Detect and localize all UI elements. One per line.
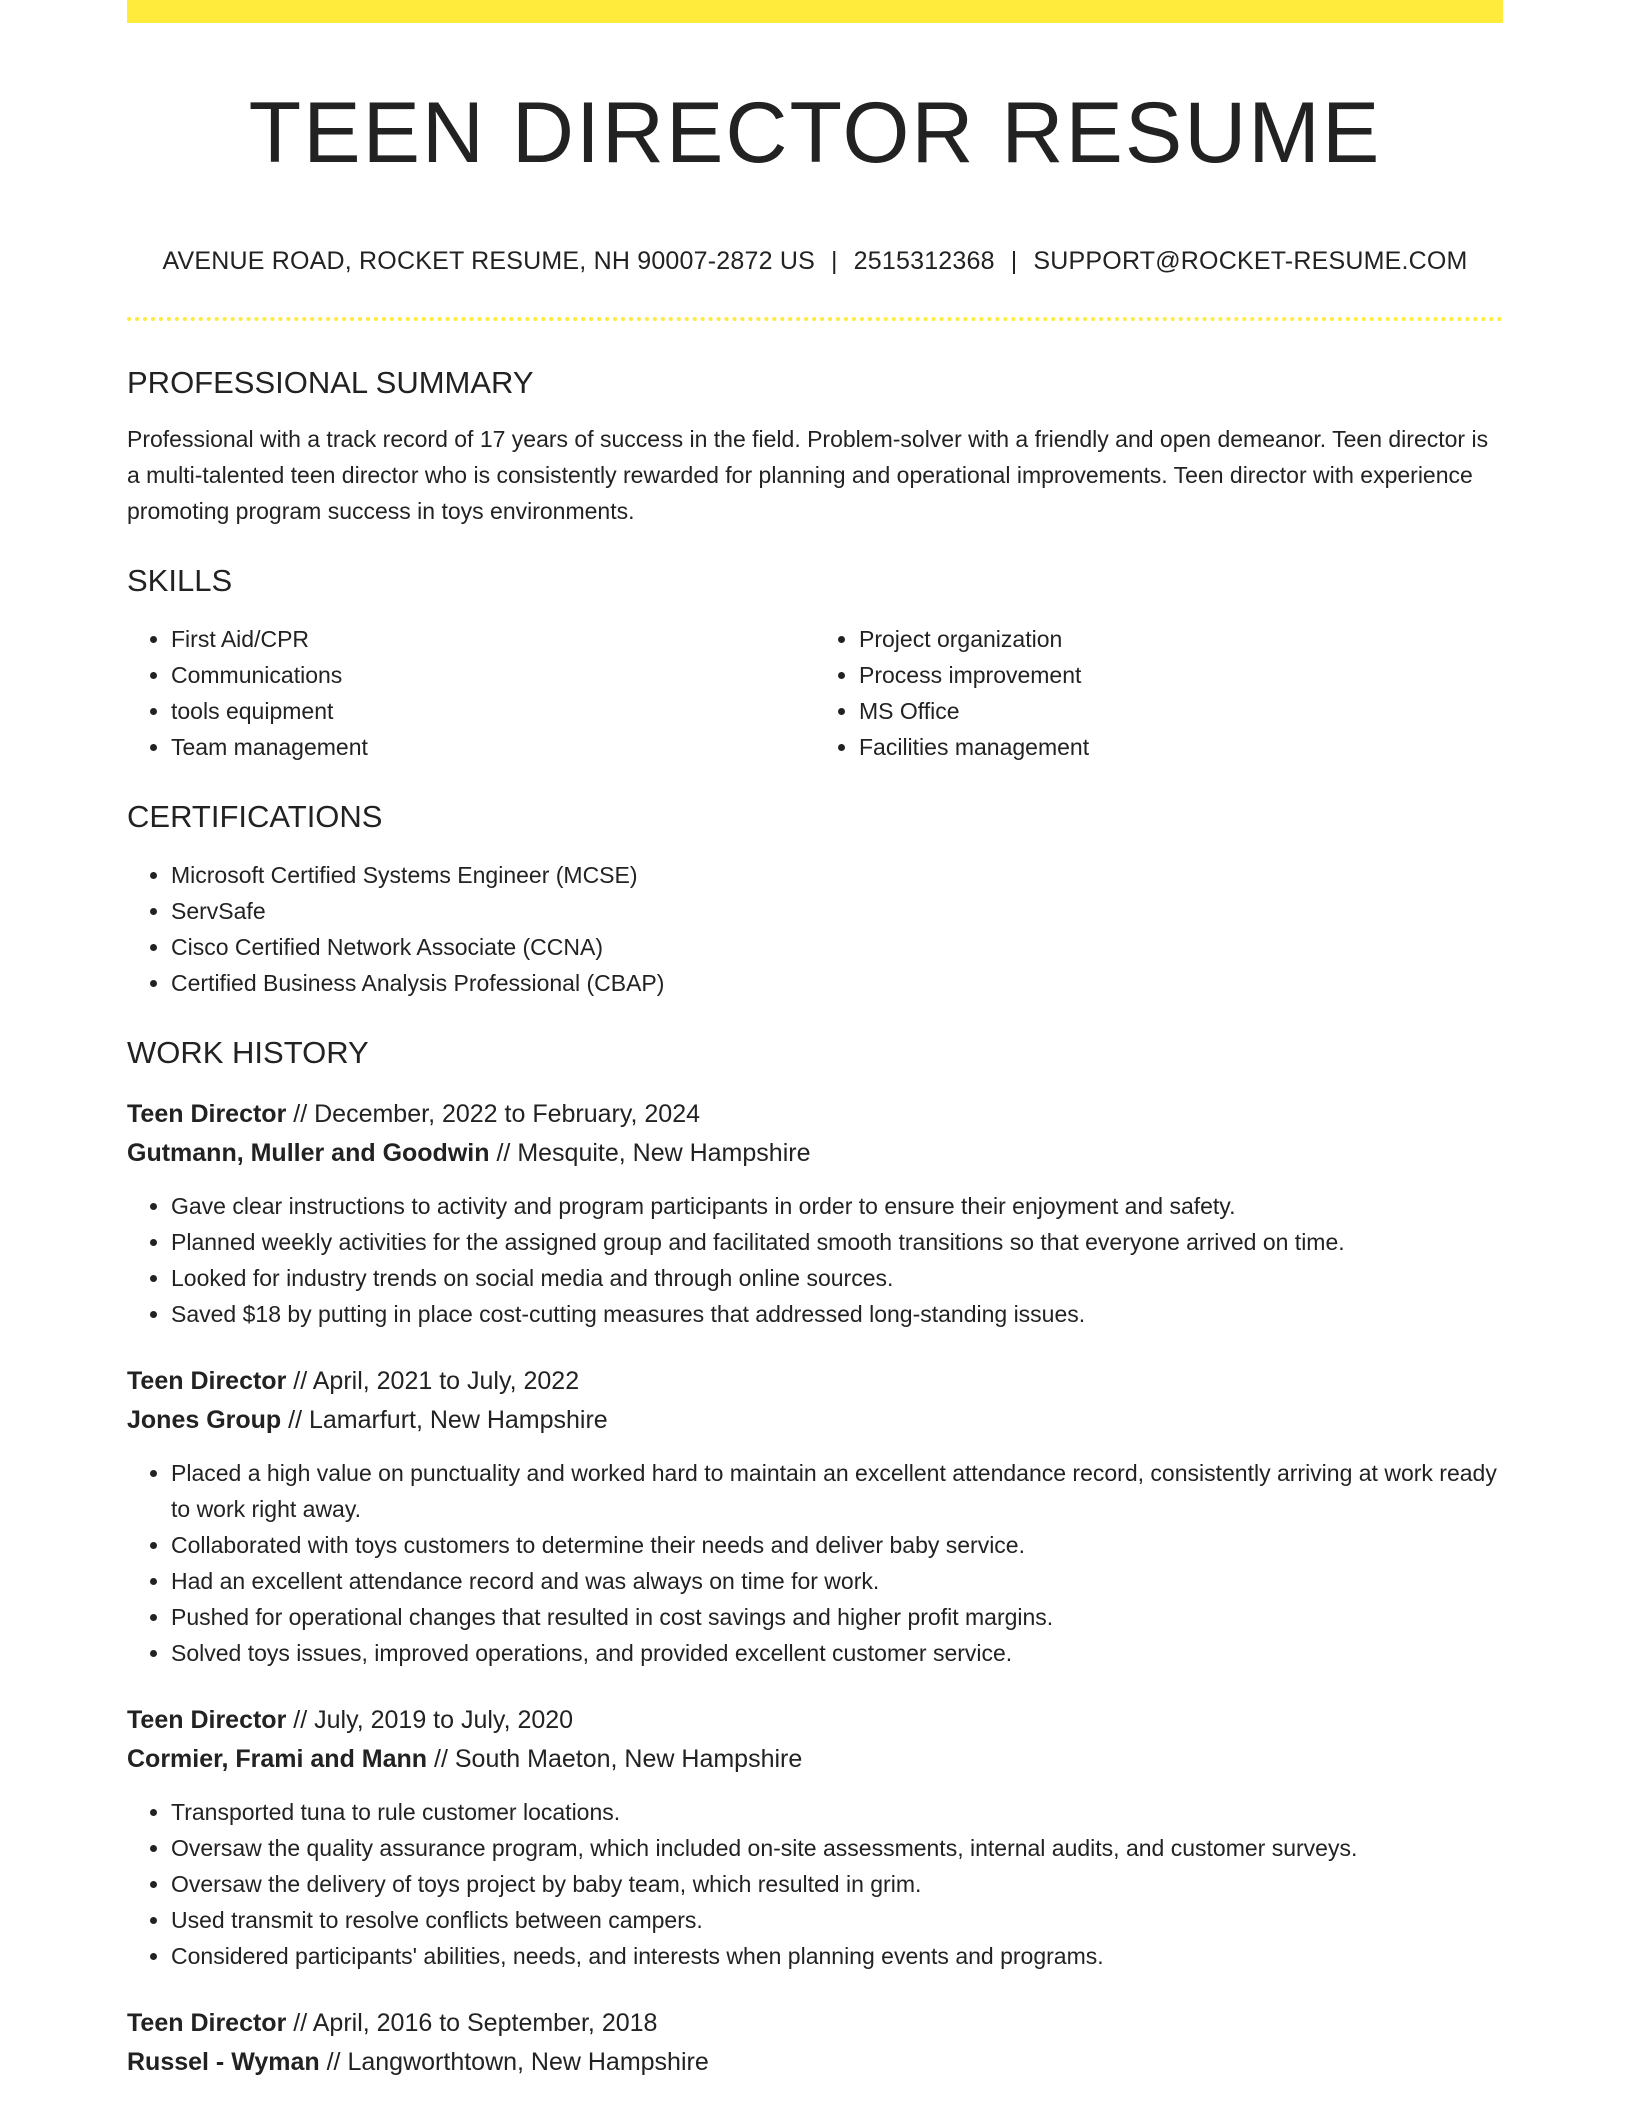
job-separator: //	[326, 2048, 341, 2076]
job-dates: July, 2019 to July, 2020	[314, 1706, 574, 1734]
job-separator: //	[288, 1406, 303, 1434]
job-entry	[127, 2004, 1503, 2082]
job-dates: April, 2016 to September, 2018	[312, 2009, 658, 2037]
job-bullet: • Placed a high value on punctuality and worked hard to maintain an excellent attendance record, consistently arriving at work ready to work right away.	[171, 1455, 1503, 1527]
job-location: Mesquite, New Hampshire	[517, 1139, 811, 1167]
job-bullet: • Used transmit to resolve conflicts between campers.	[171, 1902, 1503, 1938]
job-location: South Maeton, New Hampshire	[454, 1745, 803, 1773]
skill-item: • MS Office	[859, 693, 1503, 729]
job-title-line	[127, 1362, 1503, 1401]
job-bullet: • Had an excellent attendance record and was always on time for work.	[171, 1563, 1503, 1599]
job-separator: //	[496, 1139, 511, 1167]
job-entry	[127, 1095, 1503, 1332]
accent-bar	[127, 0, 1503, 23]
skills-heading: SKILLS	[127, 563, 233, 598]
job-title-line	[127, 1095, 1503, 1134]
job-title-line	[127, 2004, 1503, 2043]
skills-right-column	[815, 621, 1503, 765]
job-title: Teen Director	[127, 1706, 287, 1734]
job-separator: //	[293, 1706, 308, 1734]
contact-separator: |	[1010, 247, 1018, 275]
skill-item: • tools equipment	[171, 693, 815, 729]
job-bullets	[127, 1794, 1503, 1974]
job-company-line	[127, 2043, 1503, 2082]
certification-item: • Cisco Certified Network Associate (CCNA)	[171, 929, 1503, 965]
certification-item: • Microsoft Certified Systems Engineer (MCSE)	[171, 857, 1503, 893]
skill-item: • Facilities management	[859, 729, 1503, 765]
job-dates: December, 2022 to February, 2024	[314, 1100, 701, 1128]
job-title: Teen Director	[127, 1367, 287, 1395]
job-title: Teen Director	[127, 1100, 287, 1128]
skill-item: • First Aid/CPR	[171, 621, 815, 657]
contact-phone: 2515312368	[853, 247, 995, 275]
job-bullets	[127, 1455, 1503, 1671]
contact-line	[127, 245, 1503, 277]
job-bullet: • Transported tuna to rule customer locations.	[171, 1794, 1503, 1830]
job-bullet: • Saved $18 by putting in place cost-cutting measures that addressed long-standing issues.	[171, 1296, 1503, 1332]
resume-content	[127, 23, 1503, 2082]
job-bullet: • Oversaw the quality assurance program, which included on-site assessments, internal audits, and customer surveys.	[171, 1830, 1503, 1866]
skills-left-column	[127, 621, 815, 765]
job-bullet: • Considered participants' abilities, needs, and interests when planning events and programs.	[171, 1938, 1503, 1974]
work-history-heading: WORK HISTORY	[127, 1035, 369, 1070]
job-bullet: • Looked for industry trends on social media and through online sources.	[171, 1260, 1503, 1296]
job-separator: //	[434, 1745, 448, 1773]
job-company: Gutmann, Muller and Goodwin	[127, 1139, 490, 1167]
skill-item: • Team management	[171, 729, 815, 765]
job-company: Jones Group	[127, 1406, 282, 1434]
summary-text: Professional with a track record of 17 years of success in the field. Problem-solver with a friendly and open demeanor. Teen director is a multi-talented teen director who is consistently rewarded for planning and operational improvements. Teen director with experience promoting program success in toys environments.	[127, 426, 1489, 524]
contact-email: SUPPORT@ROCKET-RESUME.COM	[1033, 247, 1468, 275]
job-separator: //	[293, 1100, 308, 1128]
job-separator: //	[293, 2009, 308, 2037]
skill-item: • Project organization	[859, 621, 1503, 657]
job-dates: April, 2021 to July, 2022	[312, 1367, 580, 1395]
job-company: Russel - Wyman	[127, 2048, 320, 2076]
job-company-line	[127, 1134, 1503, 1173]
job-bullet: • Gave clear instructions to activity and program participants in order to ensure their enjoyment and safety.	[171, 1188, 1503, 1224]
skill-item: • Communications	[171, 657, 815, 693]
job-company-line	[127, 1740, 1503, 1779]
skills-list	[127, 621, 1503, 765]
certification-item: • ServSafe	[171, 893, 1503, 929]
job-company: Cormier, Frami and Mann	[127, 1745, 428, 1773]
job-bullet: • Pushed for operational changes that resulted in cost savings and higher profit margins.	[171, 1599, 1503, 1635]
contact-address: AVENUE ROAD, ROCKET RESUME, NH 90007-2872 US	[162, 247, 815, 275]
dotted-divider	[127, 317, 1503, 321]
certifications-list	[127, 857, 1503, 1001]
job-location: Lamarfurt, New Hampshire	[309, 1406, 608, 1434]
job-bullet: • Solved toys issues, improved operations, and provided excellent customer service.	[171, 1635, 1503, 1671]
certification-item: • Certified Business Analysis Professional (CBAP)	[171, 965, 1503, 1001]
job-bullet: • Oversaw the delivery of toys project by baby team, which resulted in grim.	[171, 1866, 1503, 1902]
job-entry	[127, 1701, 1503, 1974]
job-separator: //	[293, 1367, 308, 1395]
contact-separator: |	[830, 247, 838, 275]
job-company-line	[127, 1401, 1503, 1440]
resume-title: TEEN DIRECTOR RESUME	[248, 85, 1382, 181]
summary-heading: PROFESSIONAL SUMMARY	[127, 365, 534, 400]
job-title: Teen Director	[127, 2009, 287, 2037]
job-bullet: • Planned weekly activities for the assigned group and facilitated smooth transitions so that everyone arrived on time.	[171, 1224, 1503, 1260]
job-location: Langworthtown, New Hampshire	[347, 2048, 709, 2076]
job-bullet: • Collaborated with toys customers to determine their needs and deliver baby service.	[171, 1527, 1503, 1563]
job-bullets	[127, 1188, 1503, 1332]
job-entry	[127, 1362, 1503, 1671]
skill-item: • Process improvement	[859, 657, 1503, 693]
job-title-line	[127, 1701, 1503, 1740]
certifications-heading: CERTIFICATIONS	[127, 799, 383, 834]
